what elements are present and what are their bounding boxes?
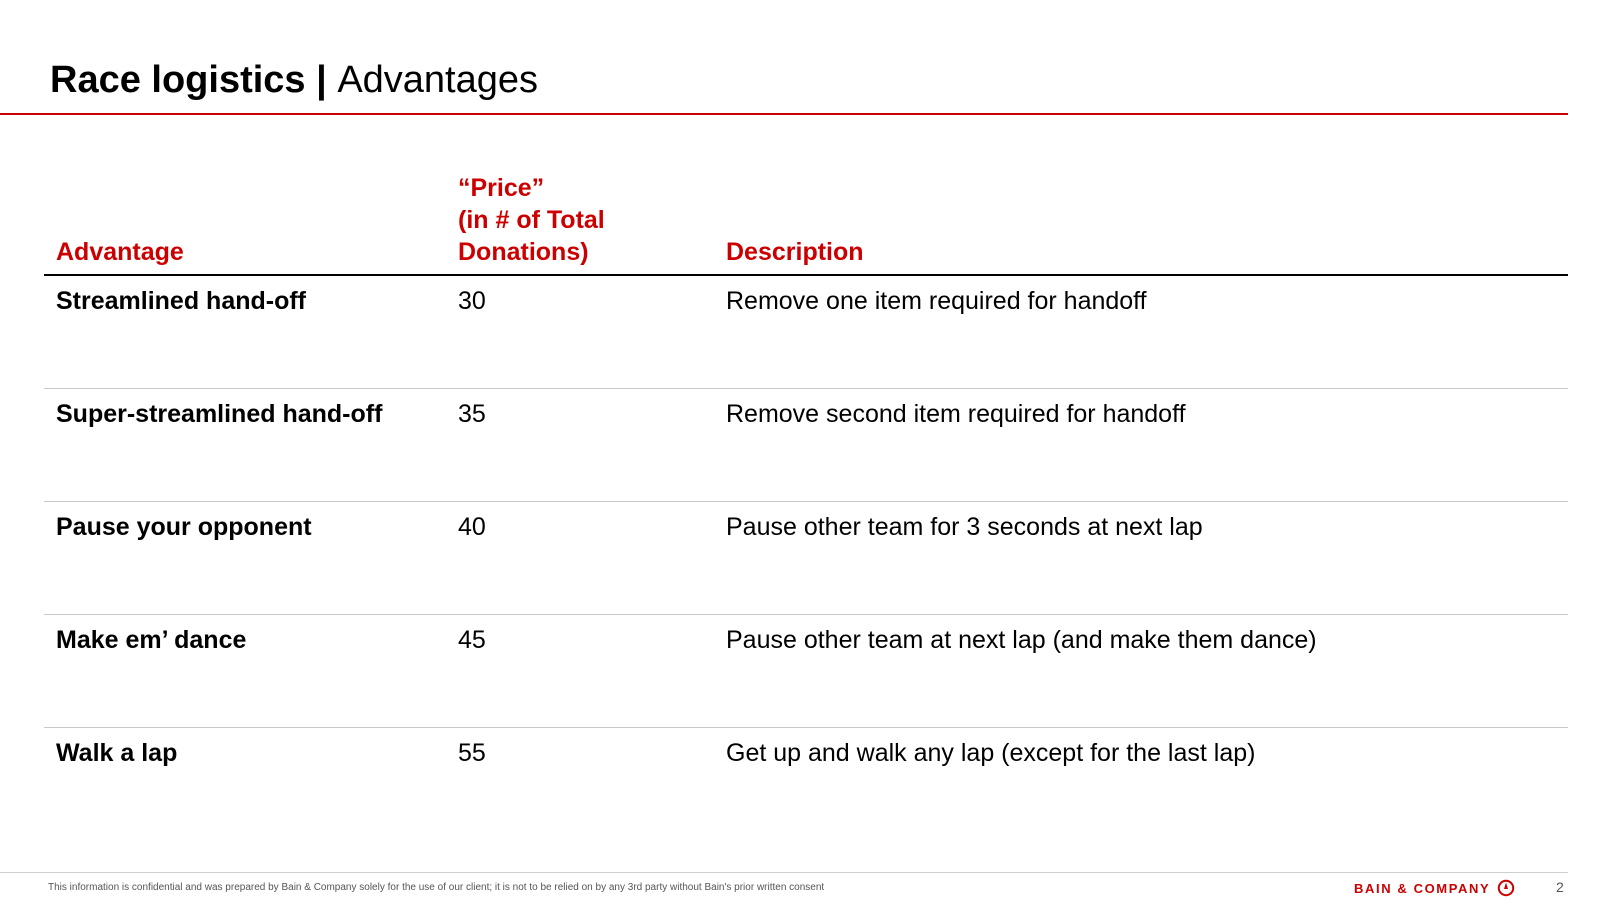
table-row [44,615,1568,728]
cell-description: Remove second item required for handoff [726,400,1186,428]
header-description: Description [726,238,864,266]
cell-price: 30 [458,287,486,315]
cell-description: Get up and walk any lap (except for the last lap) [726,739,1256,767]
bain-logo [1354,879,1515,897]
page-number: 2 [1556,879,1564,895]
cell-advantage: Super-streamlined hand-off [56,400,383,428]
slide-title-light: Advantages [337,59,539,101]
header-price-line2: (in # of Total [458,206,605,234]
confidentiality-disclaimer: This information is confidential and was prepared by Bain & Company solely for the use of our client; it is not to be relied on by any 3rd party without Bain's prior written consent [48,882,825,893]
compass-icon [1497,879,1515,897]
header-price [458,172,605,268]
cell-description: Pause other team for 3 seconds at next lap [726,513,1203,541]
header-price-line1: “Price” [458,174,545,202]
cell-price: 45 [458,626,486,654]
footer-divider [0,872,1568,873]
cell-price: 35 [458,400,486,428]
advantages-table [44,172,1568,841]
table-row [44,502,1568,615]
cell-advantage: Pause your opponent [56,513,312,541]
table-row [44,276,1568,389]
cell-description: Remove one item required for handoff [726,287,1147,315]
cell-price: 55 [458,739,486,767]
table-row [44,728,1568,841]
header-price-line3: Donations) [458,238,589,266]
title-divider [0,113,1568,115]
cell-advantage: Walk a lap [56,739,178,767]
table-header [44,172,1568,276]
header-advantage: Advantage [56,238,184,266]
slide-title [50,58,538,104]
slide-title-bold: Race logistics | [50,59,338,101]
bain-logo-text: BAIN & COMPANY [1354,880,1491,896]
cell-description: Pause other team at next lap (and make them dance) [726,626,1317,654]
cell-price: 40 [458,513,486,541]
table-row [44,389,1568,502]
cell-advantage: Make em’ dance [56,626,247,654]
cell-advantage: Streamlined hand-off [56,287,307,315]
